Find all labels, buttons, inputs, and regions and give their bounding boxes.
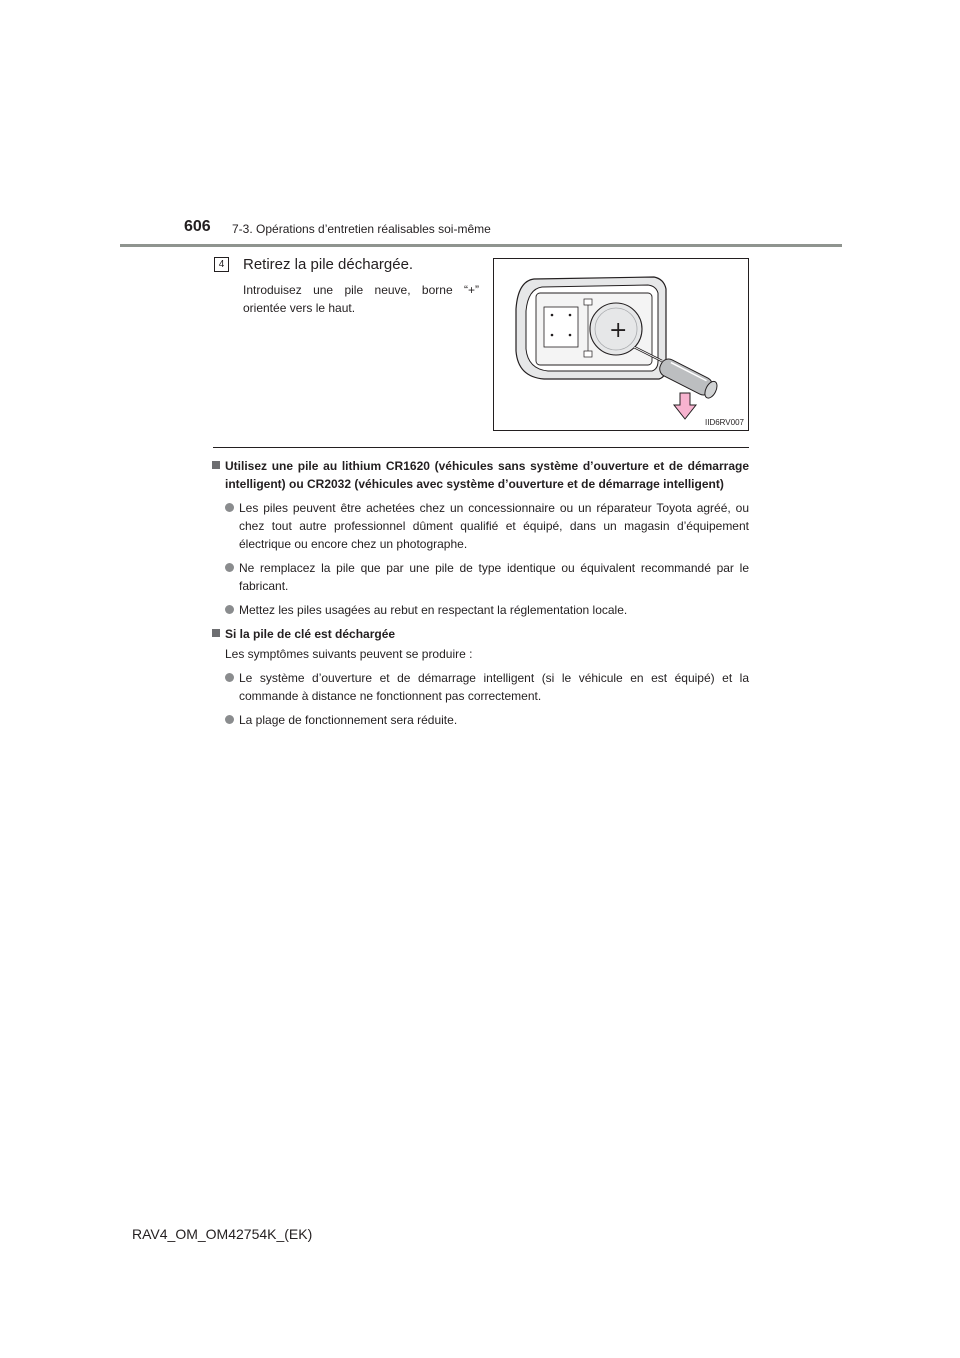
list-item: Le système d’ouverture et de démarrage intelligent (si le véhicule en est équipé) et la commande à distance ne fonctionnent pas correctement. — [211, 669, 749, 705]
battery-plus-mark: + — [609, 318, 628, 343]
step-title: Retirez la pile déchargée. — [243, 256, 414, 273]
notes-section — [211, 457, 749, 735]
list-item: Mettez les piles usagées au rebut en respectant la réglementation locale. — [211, 601, 749, 619]
step-instruction: Introduisez une pile neuve, borne “+” orientée vers le haut. — [243, 283, 479, 315]
document-code: RAV4_OM_OM42754K_(EK) — [132, 1226, 313, 1242]
list-item: Les piles peuvent être achetées chez un concessionnaire ou un réparateur Toyota agréé, ou chez tout autre professionnel dûment qualifié et équipé, dans un magasin d’équipement électrique ou encore chez un photographe. — [211, 499, 749, 553]
square-bullet-icon — [212, 461, 220, 469]
list-item: Ne remplacez la pile que par une pile de type identique ou équivalent recommandé par le fabricant. — [211, 559, 749, 595]
note-intro: Les symptômes suivants peuvent se produire : — [225, 647, 473, 661]
round-bullet-icon — [225, 563, 234, 572]
note-heading-battery-type: Utilisez une pile au lithium CR1620 (véhicules sans système d’ouverture et de démarrage intelligent) ou CR2032 (véhicules avec système d’ouverture et de démarrage intelligent) — [211, 457, 749, 493]
step-number-box: 4 — [214, 257, 229, 272]
battery-removal-illustration — [493, 258, 749, 431]
page-number: 606 — [184, 218, 211, 235]
figure-code: IID6RV007 — [705, 418, 744, 427]
square-bullet-icon — [212, 629, 220, 637]
header-divider — [120, 244, 842, 247]
round-bullet-icon — [225, 673, 234, 682]
round-bullet-icon — [225, 605, 234, 614]
notes-divider — [213, 447, 749, 448]
round-bullet-icon — [225, 715, 234, 724]
section-title: 7-3. Opérations d’entretien réalisables soi-même — [232, 222, 491, 236]
key-fob-drawing — [494, 259, 750, 432]
list-item: La plage de fonctionnement sera réduite. — [211, 711, 749, 729]
note-heading-battery-low: Si la pile de clé est déchargée — [211, 625, 749, 643]
round-bullet-icon — [225, 503, 234, 512]
